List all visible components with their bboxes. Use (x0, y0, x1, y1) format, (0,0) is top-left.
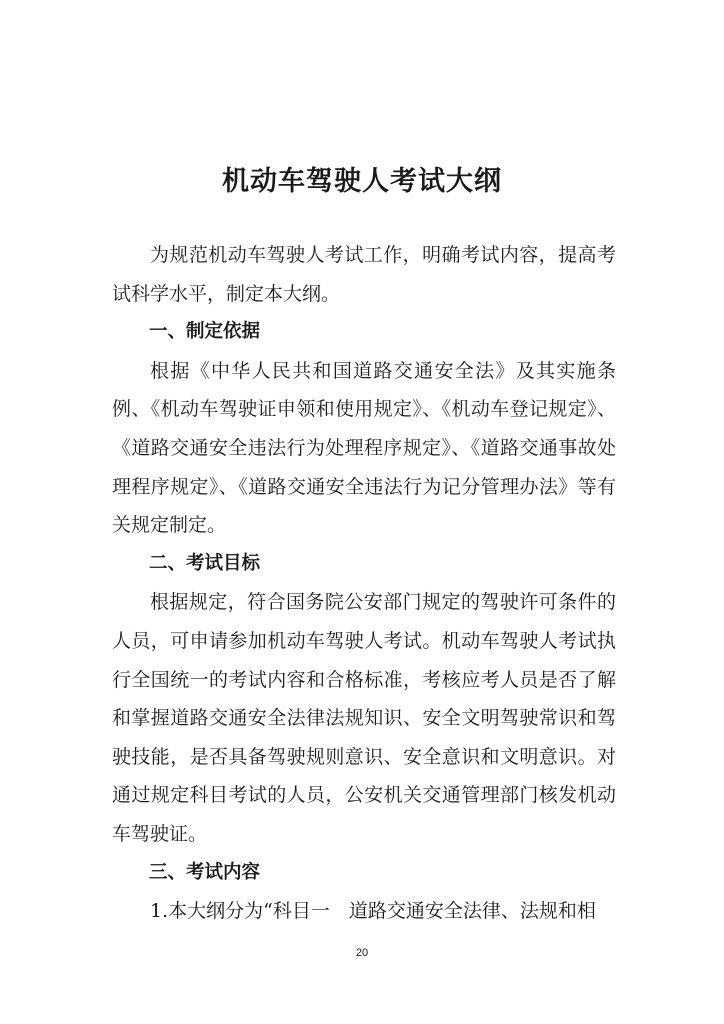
intro-paragraph: 为规范机动车驾驶人考试工作，明确考试内容，提高考试科学水平，制定本大纲。 (112, 244, 616, 305)
basis-paragraph: 根据《中华人民共和国道路交通安全法》及其实施条例、《机动车驾驶证申领和使用规定》、《机动车登记规定》、《道路交通安全违法行为处理程序规定》、《道路交通事故处理程序规定》、《道路交通安全违法行为记分管理办法》等有关规定制定。 (112, 359, 616, 537)
section-heading-objectives: 二、考试目标 (149, 552, 261, 574)
objectives-paragraph: 根据规定，符合国务院公安部门规定的驾驶许可条件的人员，可申请参加机动车驾驶人考试。机动车驾驶人考试执行全国统一的考试内容和合格标准，考核应考人员是否了解和掌握道路交通安全法律法规知识、安全文明驾驶常识和驾驶技能，是否具备驾驶规则意识、安全意识和文明意识。对通过规定科目考试的人员，公安机关交通管理部门核发机动车驾驶证。 (112, 591, 616, 845)
document-title: 机动车驾驶人考试大纲 (222, 166, 502, 197)
content-paragraph: 1.本大纲分为“科目一 道路交通安全法律、法规和相 (150, 900, 596, 923)
section-heading-basis: 一、制定依据 (149, 321, 261, 343)
document-body (112, 236, 616, 931)
page-number: 20 (355, 947, 369, 959)
section-heading-content: 三、考试内容 (149, 861, 261, 883)
